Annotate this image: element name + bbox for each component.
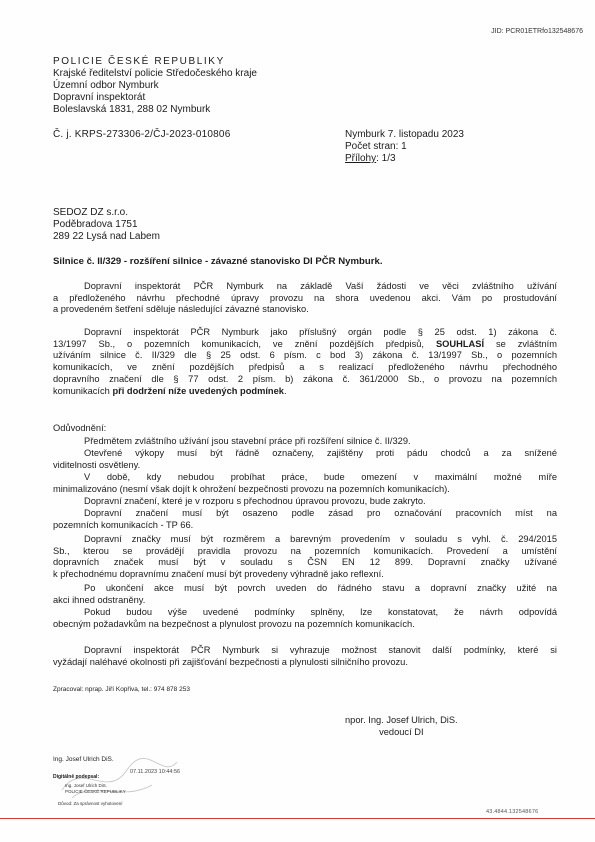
letterhead-line: Územní odbor Nymburk xyxy=(53,80,159,91)
digital-signature-label: Digitálně podepsal: xyxy=(53,774,100,780)
digital-signature-line: Ing. Josef Ulrich DiS. xyxy=(65,783,108,788)
text-line: Dopravní inspektorát PČR Nymburk na základě Vaší žádosti ve věci zvláštního užívání xyxy=(84,281,557,291)
text-line: Dopravní značení musí být osazeno podle zásad pro označování pracovních míst na xyxy=(84,508,557,518)
paragraph-final xyxy=(53,645,557,668)
reason-8 xyxy=(53,607,557,630)
reason-6 xyxy=(53,534,557,581)
organization-name: POLICIE ČESKÉ REPUBLIKY xyxy=(53,56,225,67)
text-line: akci ihned odstraněny. xyxy=(53,594,146,605)
reason-2 xyxy=(53,448,557,471)
text-line: Předmětem zvláštního užívání jsou stavební práce při rozšíření silnice č. II/329. xyxy=(84,436,411,446)
reference-number: Č. j. KRPS-273306-2/ČJ-2023-010806 xyxy=(53,129,231,140)
digital-signature-datetime: 07.11.2023 10:44:56 xyxy=(130,769,181,775)
text-line: Otevřené výkopy musí být řádně označeny, zajištěny proti pádu chodců a za snížené xyxy=(84,448,557,458)
reason-3 xyxy=(53,472,557,495)
document-jid: JID: PCR01ETRfo132548676 xyxy=(491,28,583,35)
text-line: Sb., kterou se provádějí pravidla provozu na pozemních komunikacích. Provedení a umístění xyxy=(53,545,557,556)
signatory-name: npor. Ing. Josef Ulrich, DiS. xyxy=(345,715,458,725)
subject-heading: Silnice č. II/329 - rozšíření silnice - závazné stanovisko DI PČR Nymburk. xyxy=(53,256,383,267)
text-line: dopravních značek musí být v souladu s ČSN EN 12 899. Dopravní značky užívané xyxy=(53,557,557,568)
page-count: Počet stran: 1 xyxy=(345,141,407,152)
text-line: komunikacích, ve znění pozdějších předpisů a s realizací předloženého návrhu přechodného xyxy=(53,362,557,373)
reason-4 xyxy=(53,496,557,508)
text-line: viditelnosti osvětleny. xyxy=(53,459,141,470)
attachments-label: Přílohy xyxy=(345,153,377,164)
text-line: se zvláštním xyxy=(484,338,557,349)
recipient-address xyxy=(53,207,160,243)
document-barcode-text: 43.4844.132548676 xyxy=(486,809,539,815)
footer-accent-line xyxy=(0,818,595,819)
conditions-emphasis: při dodržení níže uvedených podmínek xyxy=(112,385,284,396)
text-line: pozemních komunikacích - TP 66. xyxy=(53,519,194,530)
text-line: minimalizováno (nesmí však dojít k ohrožení bezpečnosti provozu na pozemních komunikacích). xyxy=(53,483,450,494)
signatory-role: vedoucí DI xyxy=(379,727,424,737)
attachments-value: : 1/3 xyxy=(376,153,396,164)
text-line: a předloženého návrhu přechodné úpravy provozu na shora uvedenou akci. Vám po prostudování xyxy=(53,292,557,303)
text-line: užíváním silnice č. II/329 dle § 25 odst. 6 písm. c bod 3) zákona č. 13/1997 Sb., o pozemních xyxy=(53,350,557,361)
text-line: komunikacích xyxy=(53,385,113,396)
text-line: vyžádají naléhavé okolnosti při zajišťování bezpečnosti a plynulosti silničního provozu. xyxy=(53,656,408,667)
consent-keyword: SOUHLASÍ xyxy=(435,338,485,349)
paragraph-consent xyxy=(53,327,557,397)
text-line: k přechodnému dopravnímu značení musí být provedeny výhradně jako reflexní. xyxy=(53,569,384,580)
text-line: obecným požadavkům na bezpečnost a plynulost provozu na pozemních komunikacích. xyxy=(53,618,415,629)
text-line: 13/1997 Sb., o pozemních komunikacích, ve znění pozdějších předpisů, xyxy=(53,338,425,349)
letterhead-line: Boleslavská 1831, 288 02 Nymburk xyxy=(53,104,211,115)
reason-5 xyxy=(53,508,557,531)
letterhead-line: Dopravní inspektorát xyxy=(53,92,146,103)
prepared-by: Zpracoval: nprap. Jiří Kopřiva, tel.: 974 878 253 xyxy=(53,686,190,693)
text-line: Po ukončení akce musí být povrch uveden do řádného stavu a dopravní značky užité na xyxy=(84,583,557,593)
text-line: Pokud budou výše uvedené podmínky splněny, lze konstatovat, že návrh odpovídá xyxy=(84,607,557,617)
reason-7 xyxy=(53,583,557,606)
text-line: Dopravní značky musí být rozměrem a barevným provedením v souladu s vyhl. č. 294/2015 xyxy=(84,534,557,544)
text-line: a provedeném šetření sděluje následující závazné stanovisko. xyxy=(53,304,309,315)
text-line: V době, kdy nebudou probíhat práce, bude omezení v maximální možné míře xyxy=(84,472,557,482)
paragraph-intro xyxy=(53,281,557,316)
attachments xyxy=(345,153,464,165)
letterhead-line: Krajské ředitelství policie Středočeského kraje xyxy=(53,68,257,79)
recipient-line: 289 22 Lysá nad Labem xyxy=(53,231,160,242)
text-line: . xyxy=(283,385,287,396)
digital-signer-name: Ing. Josef Ulrich DiS. xyxy=(53,756,114,763)
reasons-label: Odůvodnění: xyxy=(53,423,107,433)
text-line: Dopravní inspektorát PČR Nymburk jako příslušný orgán podle § 25 odst. 1) zákona č. xyxy=(84,327,557,337)
document-meta xyxy=(345,129,464,165)
text-line: dopravního značení dle § 77 odst. 2 písm. b) zákona č. 361/2000 Sb., o provozu na pozemních xyxy=(53,373,557,384)
letterhead xyxy=(53,56,257,116)
text-line: Dopravní inspektorát PČR Nymburk si vyhrazuje možnost stanovit další podmínky, které si xyxy=(84,645,557,655)
recipient-line: SEDOZ DZ s.r.o. xyxy=(53,207,129,218)
reason-1 xyxy=(53,436,557,448)
text-line: Dopravní značení, které je v rozporu s přechodnou úpravou provozu, bude zakryto. xyxy=(84,496,426,506)
digital-signature-note: Důvod: Za správnost vyhotovení xyxy=(58,801,123,806)
document-date: Nymburk 7. listopadu 2023 xyxy=(345,129,464,140)
recipient-line: Poděbradova 1751 xyxy=(53,219,138,230)
digital-signature-line: POLICIE ČESKÉ REPUBLIKY xyxy=(65,789,126,794)
signature-block xyxy=(345,714,458,738)
